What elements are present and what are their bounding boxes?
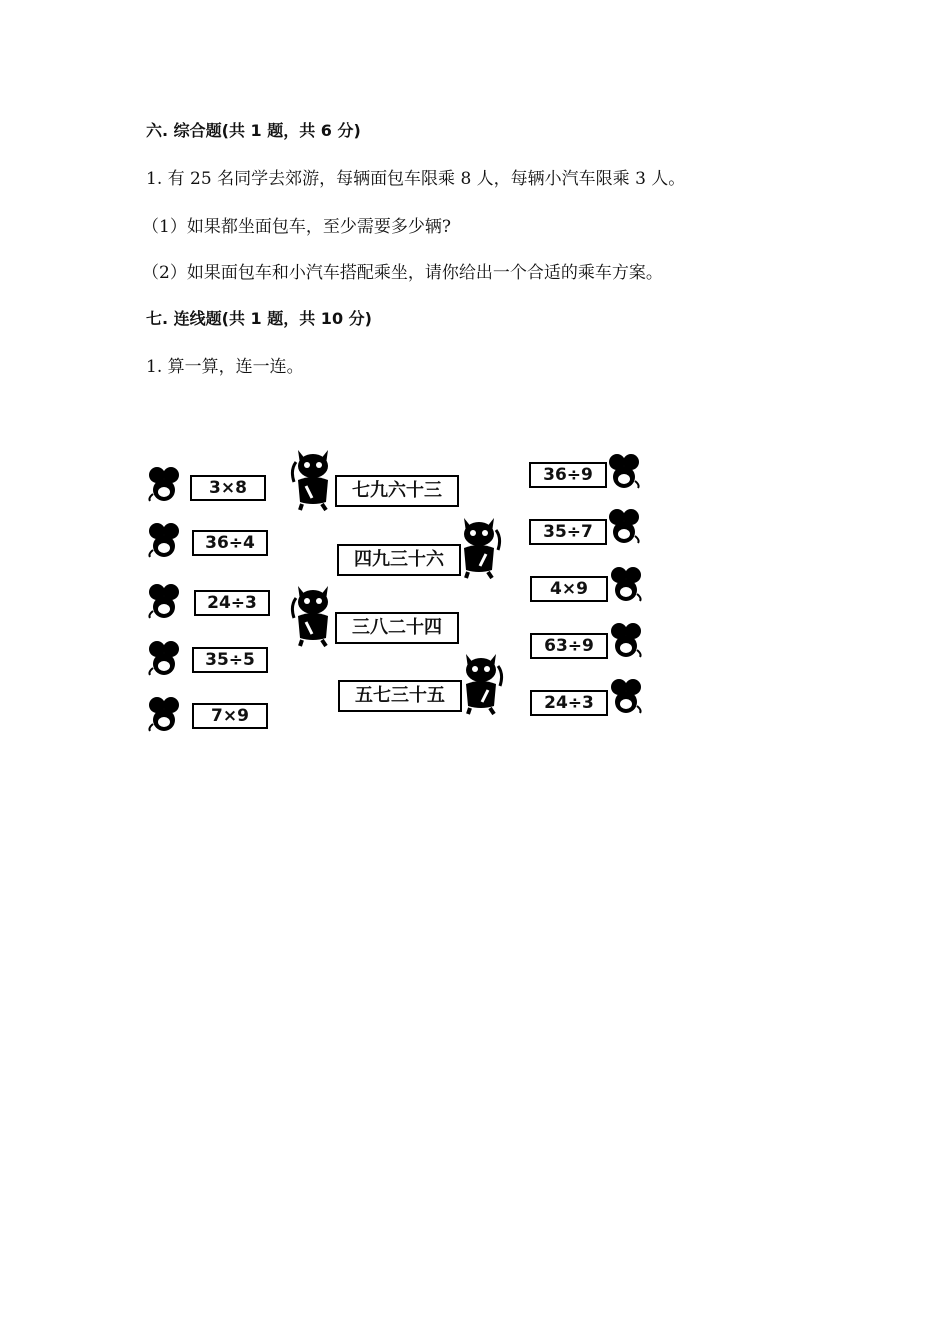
section-7-title: 七. 连线题(共 1 题，共 10 分) — [146, 309, 372, 328]
right-expression-box[interactable]: 24÷3 — [530, 690, 608, 716]
section-6-question-1-part-1: （1）如果都坐面包车，至少需要多少辆? — [142, 217, 451, 237]
left-expression-box[interactable]: 24÷3 — [194, 590, 270, 616]
mouse-icon — [146, 466, 182, 502]
middle-rhyme-box[interactable]: 七九六十三 — [335, 475, 459, 507]
left-expression-box[interactable]: 35÷5 — [192, 647, 268, 673]
mouse-icon — [146, 640, 182, 676]
cat-icon — [456, 514, 502, 580]
left-expression-box[interactable]: 36÷4 — [192, 530, 268, 556]
right-expression-box[interactable]: 4×9 — [530, 576, 608, 602]
middle-rhyme-box[interactable]: 三八二十四 — [335, 612, 459, 644]
mouse-icon — [146, 522, 182, 558]
mouse-icon — [608, 622, 644, 658]
mouse-icon — [606, 508, 642, 544]
cat-icon — [458, 650, 504, 716]
middle-rhyme-box[interactable]: 五七三十五 — [338, 680, 462, 712]
left-expression-box[interactable]: 3×8 — [190, 475, 266, 501]
right-expression-box[interactable]: 36÷9 — [529, 462, 607, 488]
mouse-icon — [146, 583, 182, 619]
section-7-question-1: 1. 算一算，连一连。 — [146, 357, 304, 377]
right-expression-box[interactable]: 63÷9 — [530, 633, 608, 659]
mouse-icon — [608, 678, 644, 714]
section-6-title: 六. 综合题(共 1 题，共 6 分) — [146, 121, 361, 140]
section-6-question-1-part-2: （2）如果面包车和小汽车搭配乘坐，请你给出一个合适的乘车方案。 — [142, 263, 663, 283]
right-expression-box[interactable]: 35÷7 — [529, 519, 607, 545]
cat-icon — [290, 582, 336, 648]
mouse-icon — [146, 696, 182, 732]
left-expression-box[interactable]: 7×9 — [192, 703, 268, 729]
section-6-question-1: 1. 有 25 名同学去郊游，每辆面包车限乘 8 人，每辆小汽车限乘 3 人。 — [146, 169, 686, 189]
mouse-icon — [606, 453, 642, 489]
mouse-icon — [608, 566, 644, 602]
middle-rhyme-box[interactable]: 四九三十六 — [337, 544, 461, 576]
cat-icon — [290, 446, 336, 512]
